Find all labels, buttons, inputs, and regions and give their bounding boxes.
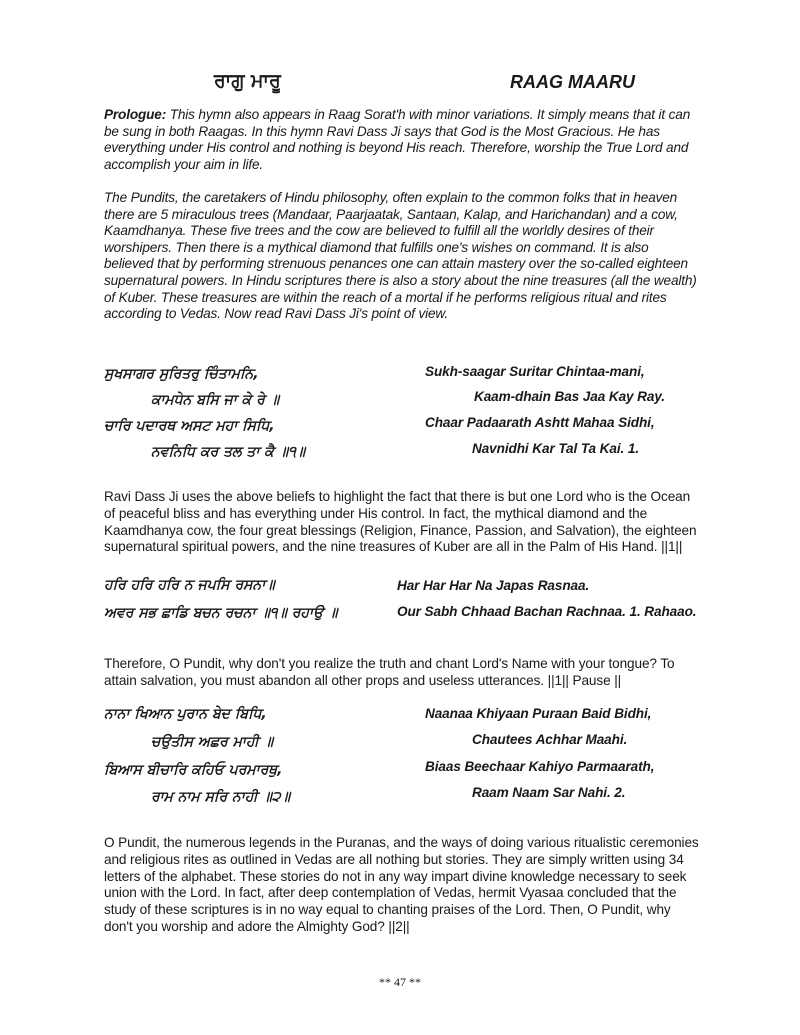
verse2-translit-line-1: Har Har Har Na Japas Rasnaa. [397, 578, 590, 593]
verse3-translit-line-4: Raam Naam Sar Nahi. 2. [472, 785, 626, 800]
verse3-gurmukhi-line-1: ਨਾਨਾ ਖਿਆਨ ਪੁਰਾਨ ਬੇਦ ਬਿਧਿ, [104, 706, 267, 722]
verse3-gurmukhi-line-3: ਬਿਆਸ ਬੀਚਾਰਿ ਕਹਿਓ ਪਰਮਾਰਥੁ, [104, 762, 283, 778]
page-number: ** 47 ** [379, 975, 421, 989]
verse1-translit-line-3: Chaar Padaarath Ashtt Mahaa Sidhi, [425, 415, 655, 430]
english-title: RAAG MAARU [510, 72, 635, 92]
prologue-paragraph-2: The Pundits, the caretakers of Hindu philosophy, often explain to the common folks that in heaven there are 5 miraculous trees (Mandaar, Paarjaatak, Santaan, Kalap, and Harichandan) and a cow, Kaamdhanya. These five trees and the cow are believed to fulfill all the worldly desires of their worshipers. Then there is a mythical diamond that fulfills one's wishes on command. It is also believed that by performing strenuous penances one can attain mastery over the so-called eighteen supernatural powers. In Hindu scriptures there is also a story about the nine treasures (all the wealth) of Kuber. These treasures are within the reach of a mortal if he performs religious ritual and rites according to Vedas. Now read Ravi Dass Ji's point of view. [104, 189, 697, 322]
verse1-gurmukhi-line-2: ਕਾਮਧੇਨ ਬਸਿ ਜਾ ਕੇ ਰੇ ॥ [151, 392, 280, 408]
explanation-2: Therefore, O Pundit, why don't you realize the truth and chant Lord's Name with your tongue? To attain salvation, you must abandon all other props and useless utterances. ||1|| Pause || [104, 656, 675, 688]
verse1-gurmukhi-line-1: ਸੁਖਸਾਗਰ ਸੁਰਿਤਰੁ ਚਿੰਤਾਮਨਿ, [104, 366, 259, 382]
verse2-translit-line-2: Our Sabh Chhaad Bachan Rachnaa. 1. Rahaao. [397, 604, 697, 619]
verse3-translit-line-1: Naanaa Khiyaan Puraan Baid Bidhi, [425, 706, 652, 721]
gurmukhi-title: ਰਾਗੁ ਮਾਰੂ [214, 70, 281, 92]
verse1-gurmukhi-line-3: ਚਾਰਿ ਪਦਾਰਥ ਅਸਟ ਮਹਾ ਸਿਧਿ, [104, 418, 275, 434]
prologue-paragraph-1 [104, 107, 700, 173]
verse3-translit-line-2: Chautees Achhar Maahi. [472, 732, 628, 747]
verse3-translit-line-3: Biaas Beechaar Kahiyo Parmaarath, [425, 759, 655, 774]
prologue-text: This hymn also appears in Raag Sorat'h with minor variations. It simply means that it can be sung in both Raagas. In this hymn Ravi Dass Ji says that God is the Most Gracious. He has everything under His control and nothing is beyond His reach. Therefore, worship the True Lord and accomplish your aim in life. [104, 107, 691, 172]
verse1-gurmukhi-line-4: ਨਵਨਿਧਿ ਕਰ ਤਲ ਤਾ ਕੈ ॥੧॥ [151, 444, 306, 460]
explanation-1: Ravi Dass Ji uses the above beliefs to highlight the fact that there is but one Lord who is the Ocean of peaceful bliss and has everything under His control. In fact, the mythical diamond and the Kaamdhanya cow, the four great blessings (Religion, Finance, Passion, and Salvation), the eighteen supernatural spiritual powers, and the nine treasures of Kuber are all in the Palm of His Hand. ||1|| [104, 489, 697, 555]
verse1-translit-line-4: Navnidhi Kar Tal Ta Kai. 1. [472, 441, 640, 456]
verse2-gurmukhi-line-2: ਅਵਰ ਸਭ ਛਾਡਿ ਬਚਨ ਰਚਨਾ ॥੧॥ ਰਹਾਉ ॥ [104, 605, 338, 621]
explanation-3: O Pundit, the numerous legends in the Puranas, and the ways of doing various ritualistic ceremonies and religious rites as outlined in Vedas are all nothing but stories. They are simply written using 34 letters of the alphabet. These stories do not in any way impart divine knowledge necessary to seek union with the Lord. In fact, after deep contemplation of Vedas, hermit Vyasaa concluded that the study of these scriptures is in no way equal to chanting praises of the Lord. Then, O Pundit, why don't you worship and adore the Almighty God? ||2|| [104, 835, 699, 934]
verse2-gurmukhi-line-1: ਹਰਿ ਹਰਿ ਹਰਿ ਨ ਜਪਸਿ ਰਸਨਾ॥ [104, 577, 275, 593]
verse1-translit-line-1: Sukh-saagar Suritar Chintaa-mani, [425, 364, 645, 379]
verse3-gurmukhi-line-2: ਚਉਤੀਸ ਅਛਰ ਮਾਹੀ ॥ [151, 734, 274, 750]
prologue [104, 107, 700, 323]
verse1-translit-line-2: Kaam-dhain Bas Jaa Kay Ray. [474, 389, 665, 404]
prologue-label: Prologue: [104, 107, 167, 122]
verse3-gurmukhi-line-4: ਰਾਮ ਨਾਮ ਸਰਿ ਨਾਹੀ ॥੨॥ [151, 789, 291, 805]
